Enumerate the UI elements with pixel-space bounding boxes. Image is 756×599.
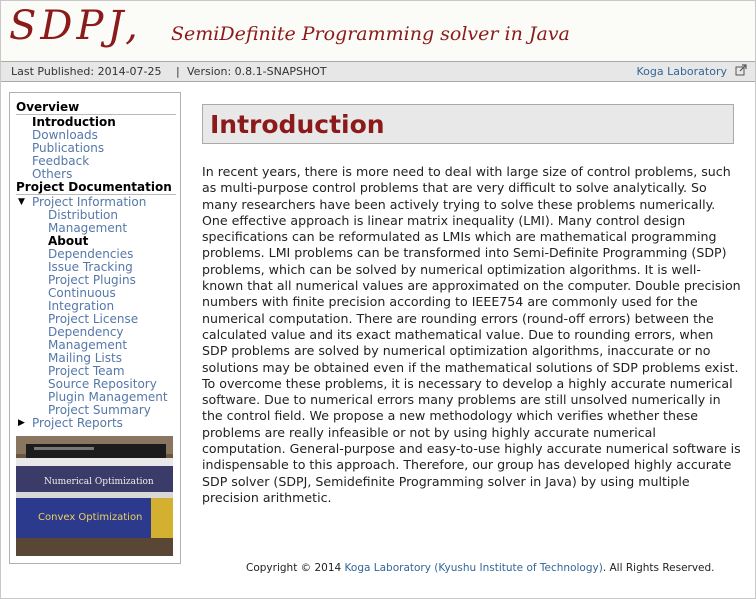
- nav-item-project-information[interactable]: [16, 196, 176, 209]
- nav-subitem-plugin-management[interactable]: Plugin Management: [48, 390, 168, 404]
- nav-item-feedback[interactable]: Feedback: [32, 154, 90, 168]
- nav-item-project-reports[interactable]: [16, 417, 176, 430]
- nav-subitem-dependency-management[interactable]: Management: [48, 338, 128, 352]
- footer: [246, 562, 715, 574]
- nav-subitem-project-team[interactable]: Project Team: [48, 364, 125, 378]
- nav-subitem-project-plugins[interactable]: Project Plugins: [48, 273, 136, 287]
- nav-item-label: Project Reports: [32, 416, 123, 430]
- site-banner: [1, 1, 755, 61]
- nav-subitem-about[interactable]: About: [48, 234, 89, 248]
- nav-subitem-source-repository[interactable]: Source Repository: [48, 377, 157, 391]
- external-link-icon[interactable]: [735, 64, 747, 76]
- nav-item-others[interactable]: Others: [32, 167, 73, 181]
- nav-subitem-issue-tracking[interactable]: Issue Tracking: [48, 260, 133, 274]
- nav-subitem-dependency[interactable]: Dependency: [48, 325, 124, 339]
- footer-prefix: Copyright © 2014: [246, 562, 342, 574]
- site-tagline: SemiDefinite Programming solver in Java: [171, 23, 570, 45]
- page-title: Introduction: [210, 110, 385, 139]
- nav-heading-project-documentation: Project Documentation: [16, 181, 176, 195]
- nav-subitem-dependencies[interactable]: Dependencies: [48, 247, 134, 261]
- books-photo: [16, 436, 173, 556]
- nav-subitem-project-license[interactable]: Project License: [48, 312, 139, 326]
- nav-heading-overview: Overview: [16, 101, 176, 115]
- intro-paragraph: In recent years, there is more need to deal with large size of control problems, such as multi-purpose control problems that are very difficult to solve analytically. So many researchers have been actively trying to solve these problems numerically. One effective approach is linear matrix inequality (LMI). Many control design specifications can be reformulated as LMIs which are mathematical programming problems. LMI problems can be transformed into Semi-Definite Programming (SDP) problems, which can be solved by numerical optimization algorithms. It is well-known that all numerical values are approximated on the computer. Double precision numbers with finite precision according to IEEE754 are commonly used for the numerical computation. There are rounding errors (round-off errors) between the calculated value and its exact mathematical value. Due to rounding errors, when SDP problems are solved by numerical optimization algorithms, inaccurate or no solutions may be obtained even if the mathematical solutions of SDP problems exist. To overcome these problems, it is necessary to develop a highly accurate numerical software. Due to numerical errors many problems are still unsolved numerically in the control field. We propose a new methodology which verifies whether these problems are really infeasible or not by using highly accurate numerical computation. General-purpose and easy-to-use highly accurate numerical software is indispensable to this approach. Therefore, our group has developed highly accurate SDP solver (SDPJ, Semidefinite Programming solver in Java) by using multiple precision arithmetic.: [202, 164, 741, 505]
- bar-separator: |: [176, 65, 180, 78]
- book-title-convex-optimization: Convex Optimization: [38, 512, 143, 523]
- nav-item-introduction[interactable]: Introduction: [32, 115, 116, 129]
- book-title-numerical-optimization: Numerical Optimization: [44, 477, 154, 487]
- nav-subitem-mailing-lists[interactable]: Mailing Lists: [48, 351, 122, 365]
- nav-subitem-management[interactable]: Management: [48, 221, 128, 235]
- nav-subitem-project-summary[interactable]: Project Summary: [48, 403, 151, 417]
- nav-subitem-integration[interactable]: Integration: [48, 299, 115, 313]
- sidebar-nav: [16, 101, 176, 430]
- page-title-box: [202, 104, 734, 144]
- site-logo[interactable]: SDPJ,: [9, 3, 142, 49]
- nav-item-label: Project Information: [32, 195, 147, 209]
- last-published: Last Published: 2014-07-25: [11, 65, 162, 78]
- info-bar: [1, 61, 755, 82]
- nav-subitem-continuous[interactable]: Continuous: [48, 286, 116, 300]
- footer-suffix: . All Rights Reserved.: [602, 562, 715, 574]
- sidebar: [9, 92, 181, 564]
- koga-lab-link[interactable]: Koga Laboratory: [636, 65, 727, 78]
- version-label: Version: 0.8.1-SNAPSHOT: [187, 65, 327, 78]
- nav-item-downloads[interactable]: Downloads: [32, 128, 98, 142]
- collapsed-triangle-icon: ▶: [18, 418, 25, 428]
- expanded-triangle-icon: ▼: [18, 197, 25, 207]
- nav-subitem-distribution[interactable]: Distribution: [48, 208, 119, 222]
- footer-lab-link[interactable]: Koga Laboratory (Kyushu Institute of Technology): [344, 562, 603, 574]
- nav-item-publications[interactable]: Publications: [32, 141, 105, 155]
